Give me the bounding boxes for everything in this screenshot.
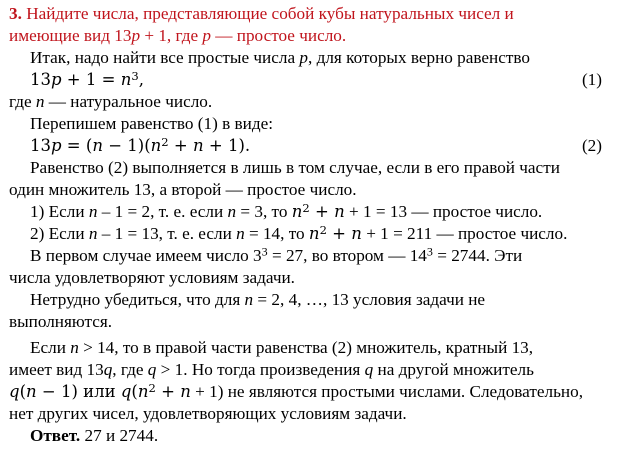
- text: + 1 = 13 — простое число.: [344, 202, 543, 221]
- text: , где: [112, 360, 148, 379]
- eq-text: − 1) или: [36, 382, 121, 401]
- solution-line-not-hold: [9, 311, 112, 333]
- text: Нетрудно убедиться, что для: [30, 290, 245, 309]
- exponent: 3: [426, 244, 433, 259]
- text: Равенство (2) выполняется в лишь в том случае, если в его правой части: [30, 158, 560, 177]
- text: имеет вид 13: [9, 360, 104, 379]
- eq-text: +: [309, 202, 335, 221]
- var-n: n: [351, 224, 362, 243]
- text: – 1 = 2, т. е. если: [97, 202, 228, 221]
- eq-text: 13: [30, 136, 51, 155]
- text: + 1 = 211 — простое число.: [361, 224, 568, 243]
- text: на другой множитель: [373, 360, 534, 379]
- equation-1: [30, 69, 630, 91]
- text: числа удовлетворяют условиям задачи.: [9, 268, 295, 287]
- solution-line-form-13q: [9, 359, 534, 381]
- solution-line-results: [30, 245, 522, 267]
- solution-line-satisfy: [9, 267, 295, 289]
- problem-title-text-1: Найдите числа, представляющие собой кубы натуральных чисел и: [26, 4, 514, 23]
- equation-number-2: (2): [581, 136, 602, 155]
- exponent: 2: [161, 134, 169, 149]
- problem-title-text-2a: имеющие вид 13: [9, 26, 132, 45]
- var-p: p: [202, 26, 211, 45]
- var-n: n: [88, 202, 98, 221]
- text: выполняются.: [9, 312, 113, 331]
- problem-title-line-1: [9, 3, 514, 25]
- solution-line-n-greater: [30, 337, 533, 359]
- solution-line-intro: [30, 47, 530, 69]
- text: > 1. Но тогда произведения: [156, 360, 365, 379]
- answer-line: [30, 425, 158, 447]
- var-q: q: [120, 382, 132, 401]
- text: Итак, надо найти все простые числа: [30, 48, 300, 67]
- text: = 2744. Эти: [432, 246, 523, 265]
- problem-title-text-2b: + 1, где: [140, 26, 203, 45]
- var-n: n: [35, 92, 45, 111]
- text: , для которых верно равенство: [307, 48, 530, 67]
- var-p: p: [51, 70, 62, 89]
- text: + 1) не являются простыми числами. Следовательно,: [190, 382, 584, 401]
- case-2: [30, 223, 567, 245]
- text: Перепишем равенство (1) в виде:: [30, 114, 273, 133]
- eq-text: +: [326, 224, 352, 243]
- eq-text: + 1 =: [61, 70, 121, 89]
- var-n: n: [308, 224, 320, 243]
- text: = 3, то: [236, 202, 292, 221]
- solution-line-rewrite: [30, 113, 273, 135]
- solution-line-products: [9, 381, 583, 403]
- exponent: 2: [148, 380, 156, 395]
- var-q: q: [147, 360, 157, 379]
- problem-title-text-2c: — простое число.: [210, 26, 347, 45]
- var-n: n: [192, 136, 204, 155]
- text: 2) Если: [30, 224, 89, 243]
- answer-label: Ответ.: [30, 426, 81, 445]
- solution-line-condition: [30, 157, 560, 179]
- exponent: 3: [261, 244, 268, 259]
- problem-number: 3.: [9, 4, 22, 23]
- text: = 27, во втором — 14: [267, 246, 427, 265]
- text: где: [9, 92, 36, 111]
- text: Если: [30, 338, 71, 357]
- var-n: n: [88, 224, 98, 243]
- var-p: p: [131, 26, 141, 45]
- var-n: n: [92, 136, 103, 155]
- var-n: n: [26, 382, 37, 401]
- var-p: p: [51, 136, 62, 155]
- text: = 2, 4, …, 13 условия задачи не: [253, 290, 486, 309]
- eq-text: + 1).: [203, 136, 251, 155]
- var-n: n: [120, 70, 132, 89]
- solution-line-conclusion: [9, 403, 407, 425]
- var-n: n: [180, 382, 191, 401]
- case-1: [30, 201, 542, 223]
- var-n: n: [334, 202, 345, 221]
- exponent: 2: [302, 200, 310, 215]
- var-n: n: [137, 382, 149, 401]
- var-n: n: [150, 136, 162, 155]
- var-n: n: [291, 202, 303, 221]
- text: 1) Если: [30, 202, 89, 221]
- text: нет других чисел, удовлетворяющих условиям задачи.: [9, 404, 407, 423]
- text: = 14, то: [244, 224, 309, 243]
- var-n: n: [70, 338, 79, 357]
- solution-line-n-natural: [9, 91, 212, 113]
- var-q: q: [103, 360, 113, 379]
- var-n: n: [227, 202, 237, 221]
- equation-number-1: (1): [581, 70, 602, 89]
- eq-text: 13: [30, 70, 51, 89]
- eq-text: ,: [138, 70, 144, 89]
- text: один множитель 13, а второй — простое число.: [9, 180, 357, 199]
- text: В первом случае имеем число 3: [30, 246, 262, 265]
- text: – 1 = 13, т. е. если: [97, 224, 237, 243]
- var-n: n: [244, 290, 254, 309]
- exponent: 3: [131, 68, 139, 83]
- var-q: q: [364, 360, 374, 379]
- var-n: n: [236, 224, 245, 243]
- text: > 14, то в правой части равенства (2) множитель, кратный 13,: [78, 338, 534, 357]
- var-p: p: [299, 48, 308, 67]
- eq-text: (: [131, 382, 138, 401]
- answer-text: 27 и 2744.: [80, 426, 159, 445]
- solution-line-check: [30, 289, 485, 311]
- text: — натуральное число.: [44, 92, 213, 111]
- equation-2: [30, 135, 630, 157]
- problem-title-line-2: [9, 25, 346, 47]
- eq-text: = (: [61, 136, 93, 155]
- eq-text: +: [155, 382, 181, 401]
- exponent: 2: [319, 222, 327, 237]
- var-q: q: [9, 382, 20, 401]
- solution-line-factor: [9, 179, 357, 201]
- eq-text: +: [168, 136, 193, 155]
- eq-text: (: [19, 382, 26, 401]
- eq-text: − 1)(: [102, 136, 151, 155]
